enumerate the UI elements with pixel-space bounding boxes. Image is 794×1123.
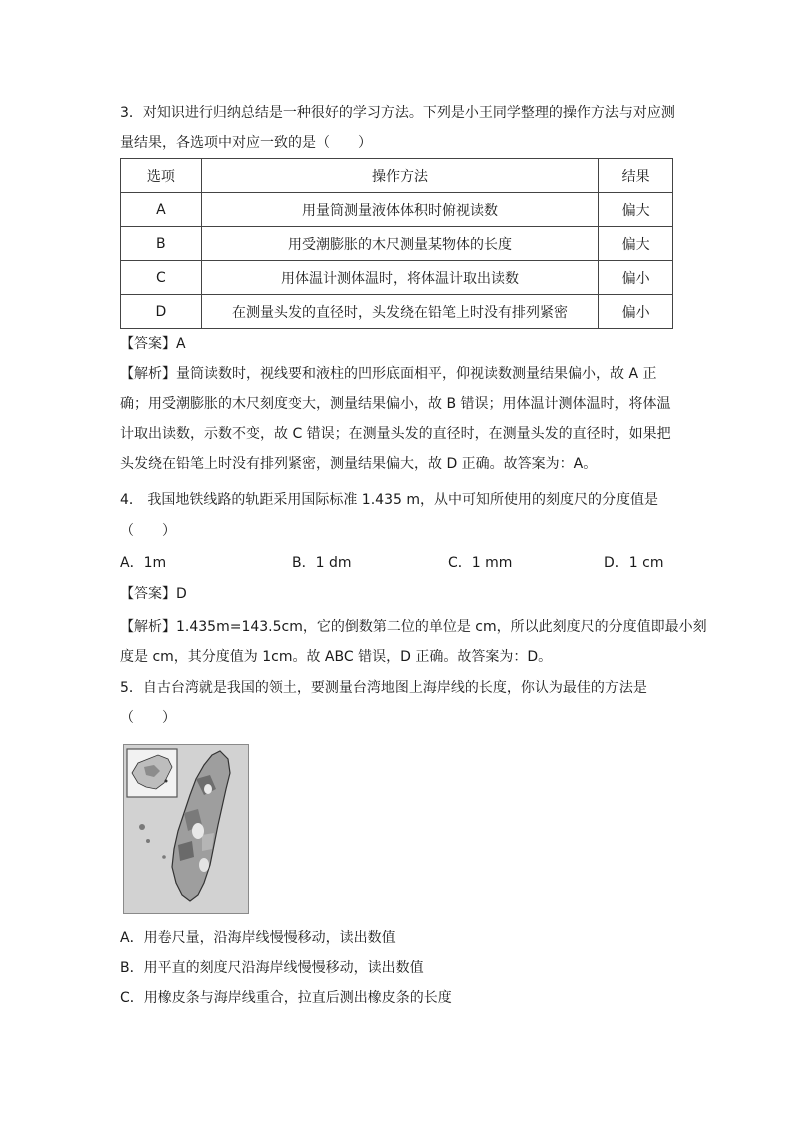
row-result: 偏大 [599, 193, 673, 227]
row-option: C [121, 261, 202, 295]
header-result: 结果 [599, 159, 673, 193]
row-method: 在测量头发的直径时，头发绕在铅笔上时没有排列紧密 [201, 295, 599, 329]
header-method: 操作方法 [201, 159, 599, 193]
table-row [121, 261, 673, 295]
q3-analysis-line-3: 计取出读数，示数不变，故 C 错误；在测量头发的直径时，在测量头发的直径时，如果把 [120, 426, 671, 442]
header-option: 选项 [121, 159, 202, 193]
table-header-row [121, 159, 673, 193]
q5-option-b: B．用平直的刻度尺沿海岸线慢慢移动，读出数值 [120, 960, 424, 976]
q3-options-table [120, 158, 673, 329]
row-method: 用量筒测量液体体积时俯视读数 [201, 193, 599, 227]
q3-analysis-line-2: 确；用受潮膨胀的木尺刻度变大，测量结果偏小，故 B 错误；用体温计测体温时，将体温 [120, 396, 671, 412]
q4-stem-line-2: （ ） [120, 523, 176, 539]
q4-analysis-line-1: 【解析】1.435m=143.5cm，它的倒数第二位的单位是 cm，所以此刻度尺的分度值即最小刻 [120, 619, 707, 635]
q4-choice-d: D．1 cm [604, 555, 664, 571]
row-method: 用体温计测体温时，将体温计取出读数 [201, 261, 599, 295]
row-result: 偏小 [599, 261, 673, 295]
q5-stem-line-2: （ ） [120, 710, 176, 726]
row-option: B [121, 227, 202, 261]
q4-choice-c: C．1 mm [448, 555, 513, 571]
table-row [121, 295, 673, 329]
q3-stem-line-1: 3．对知识进行归纳总结是一种很好的学习方法。下列是小王同学整理的操作方法与对应测 [120, 105, 675, 121]
q3-analysis-line-4: 头发绕在铅笔上时没有排列紧密，测量结果偏大，故 D 正确。故答案为：A。 [120, 456, 598, 472]
row-result: 偏小 [599, 295, 673, 329]
table-row [121, 227, 673, 261]
row-option: A [121, 193, 202, 227]
table-row [121, 193, 673, 227]
q4-answer: 【答案】D [120, 586, 187, 602]
q3-analysis-line-1: 【解析】量筒读数时，视线要和液柱的凹形底面相平，仰视读数测量结果偏小，故 A 正 [120, 366, 657, 382]
taiwan-map-image [123, 744, 249, 914]
q3-stem-line-2: 量结果，各选项中对应一致的是（ ） [120, 135, 372, 151]
q5-stem-line-1: 5．自古台湾就是我国的领土，要测量台湾地图上海岸线的长度，你认为最佳的方法是 [120, 680, 647, 696]
row-method: 用受潮膨胀的木尺测量某物体的长度 [201, 227, 599, 261]
q4-choice-a: A．1m [120, 555, 167, 571]
q4-stem-line-1: 4． 我国地铁线路的轨距采用国际标准 1.435 m，从中可知所使用的刻度尺的分度值是 [120, 492, 658, 508]
q5-option-a: A．用卷尺量，沿海岸线慢慢移动，读出数值 [120, 930, 396, 946]
q3-answer: 【答案】A [120, 336, 186, 352]
row-result: 偏大 [599, 227, 673, 261]
q4-analysis-line-2: 度是 cm，其分度值为 1cm。故 ABC 错误，D 正确。故答案为：D。 [120, 649, 553, 665]
q4-choice-b: B．1 dm [292, 555, 352, 571]
q5-option-c: C．用橡皮条与海岸线重合，拉直后测出橡皮条的长度 [120, 990, 452, 1006]
row-option: D [121, 295, 202, 329]
